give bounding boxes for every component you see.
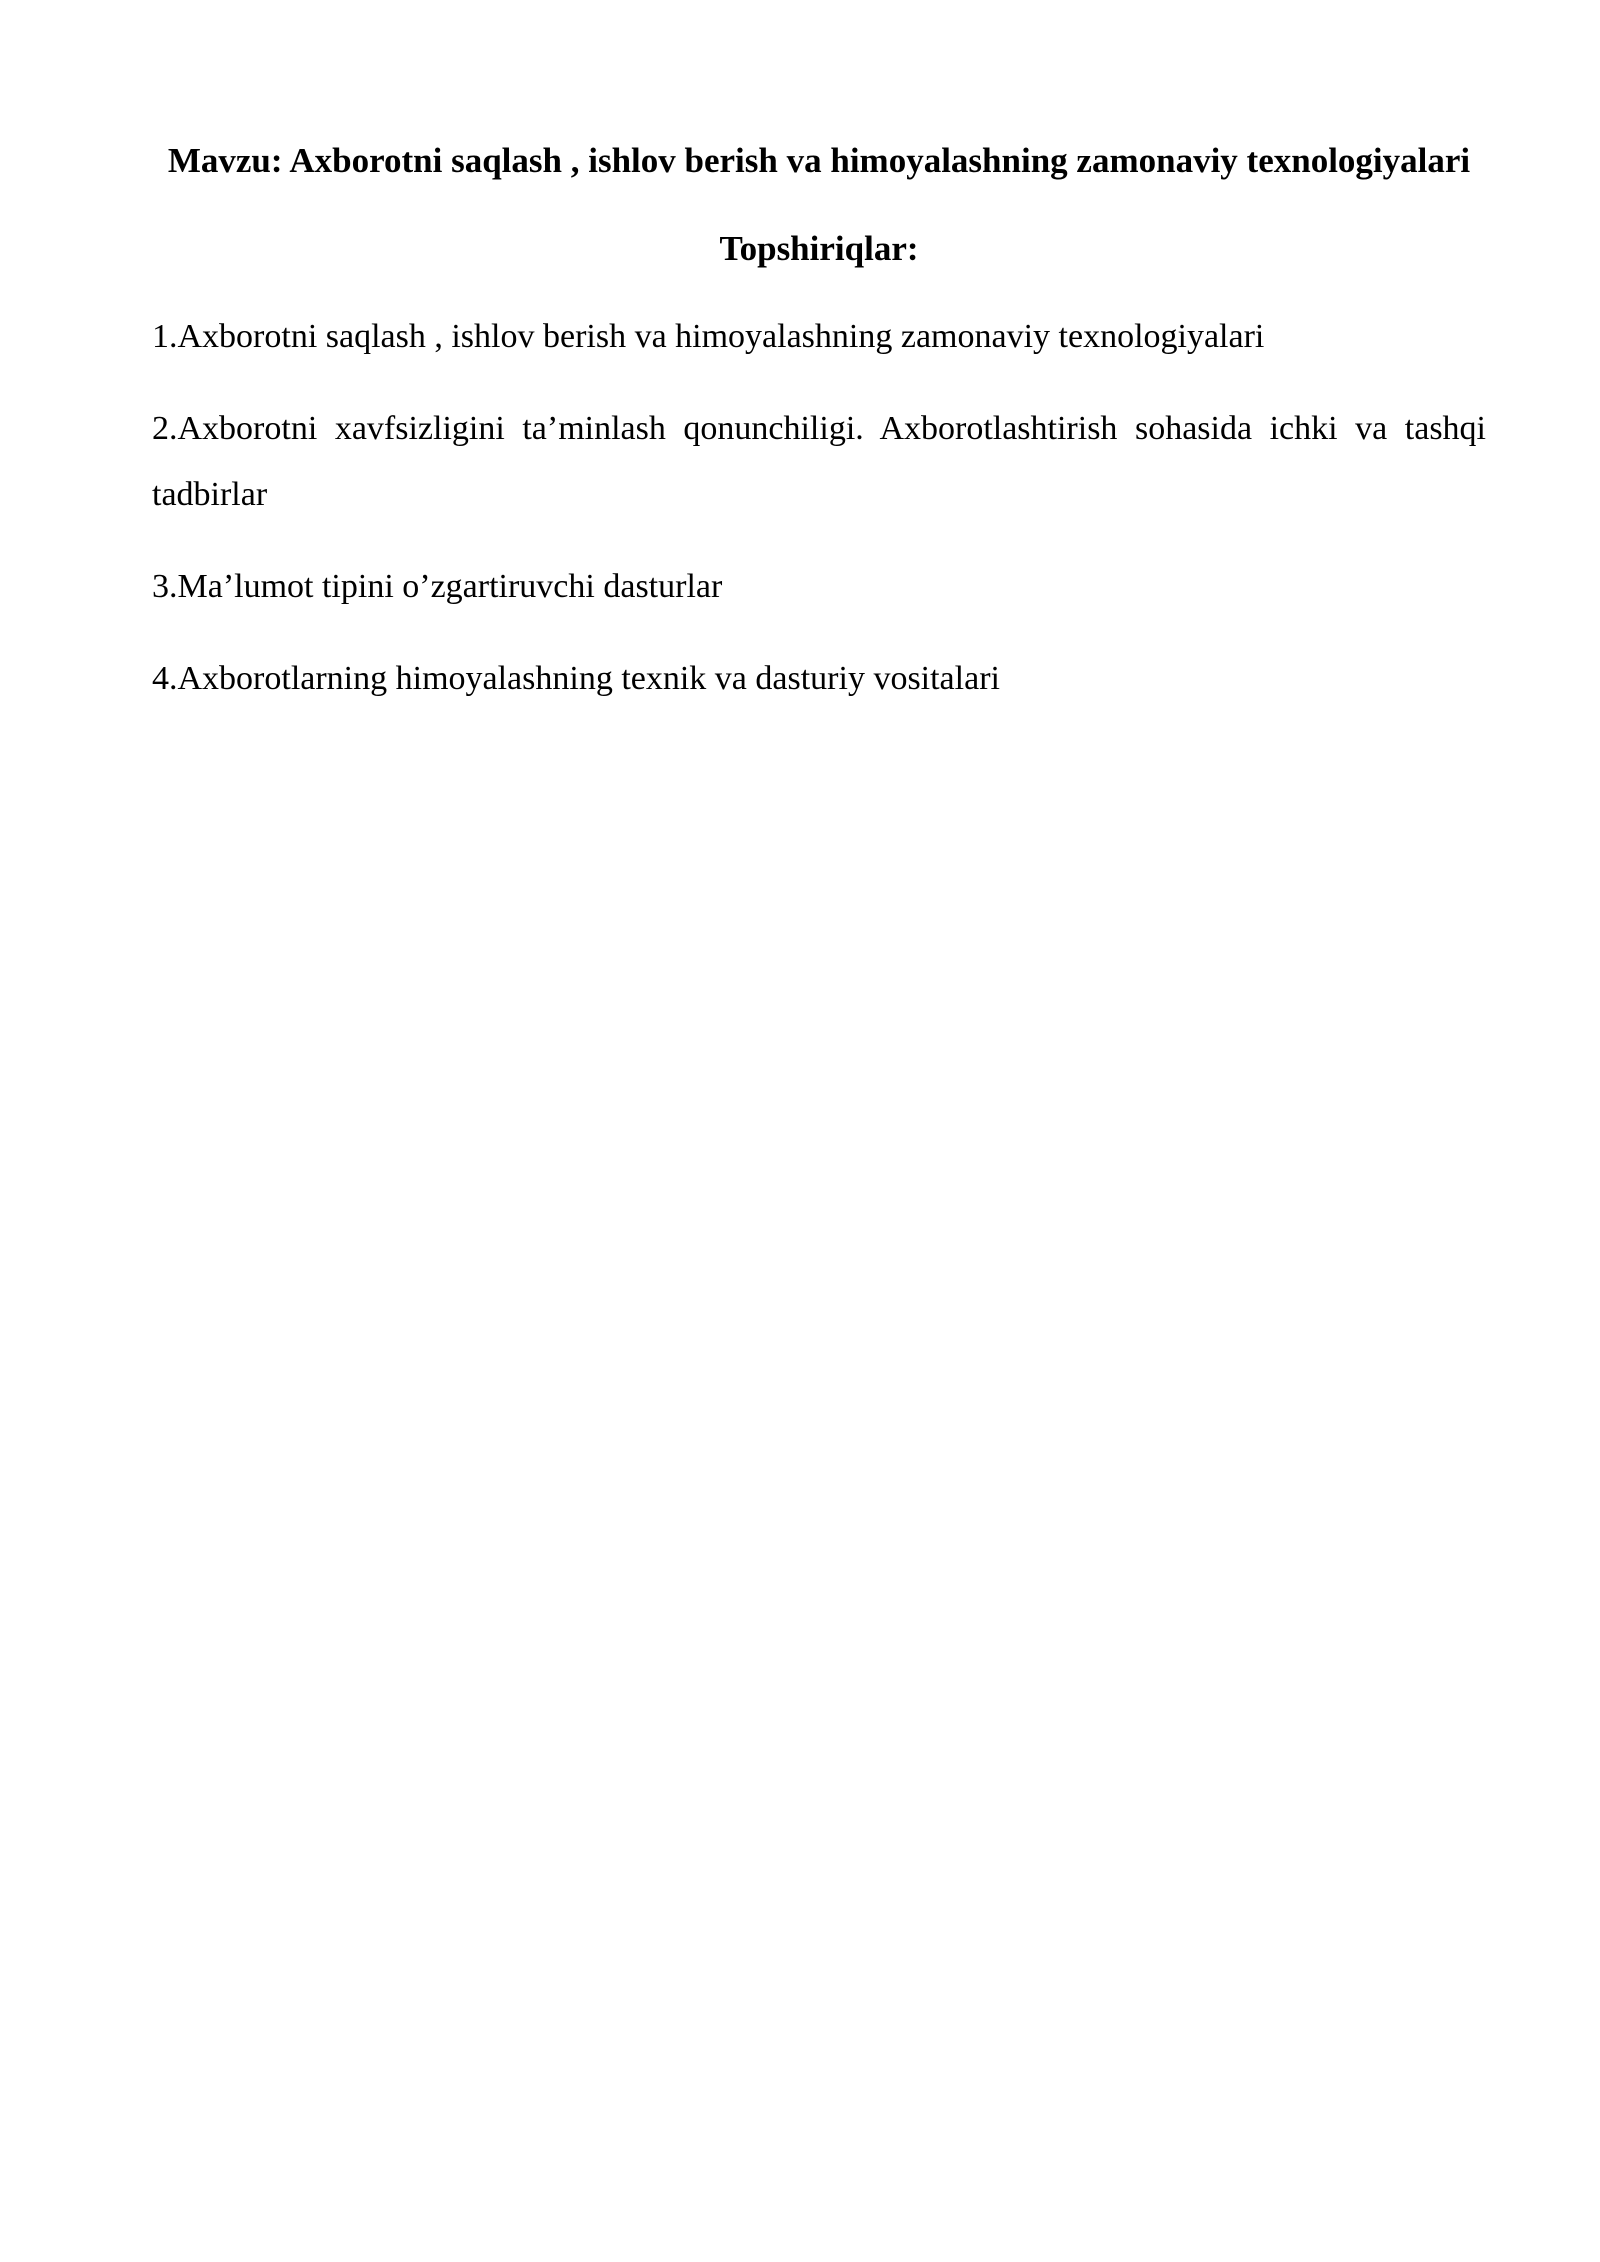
task-item-1: 1.Axborotni saqlash , ishlov berish va himoyalashning zamonaviy texnologiyalari — [152, 318, 1265, 355]
task-item-2: 2.Axborotni xavfsizligini ta’minlash qonunchiligi. Axborotlashtirish sohasida ichki va tashqi tadbirlar — [152, 410, 1486, 513]
document-content — [152, 128, 1486, 738]
task-item-4: 4.Axborotlarning himoyalashning texnik va dasturiy vositalari — [152, 660, 1000, 697]
task-item-3: 3.Ma’lumot tipini o’zgartiruvchi dasturlar — [152, 568, 723, 605]
task-list — [152, 304, 1486, 712]
tasks-heading: Topshiriqlar: — [719, 229, 919, 268]
document-title: Mavzu: Axborotni saqlash , ishlov berish va himoyalashning zamonaviy texnologiyalari — [167, 141, 1471, 180]
